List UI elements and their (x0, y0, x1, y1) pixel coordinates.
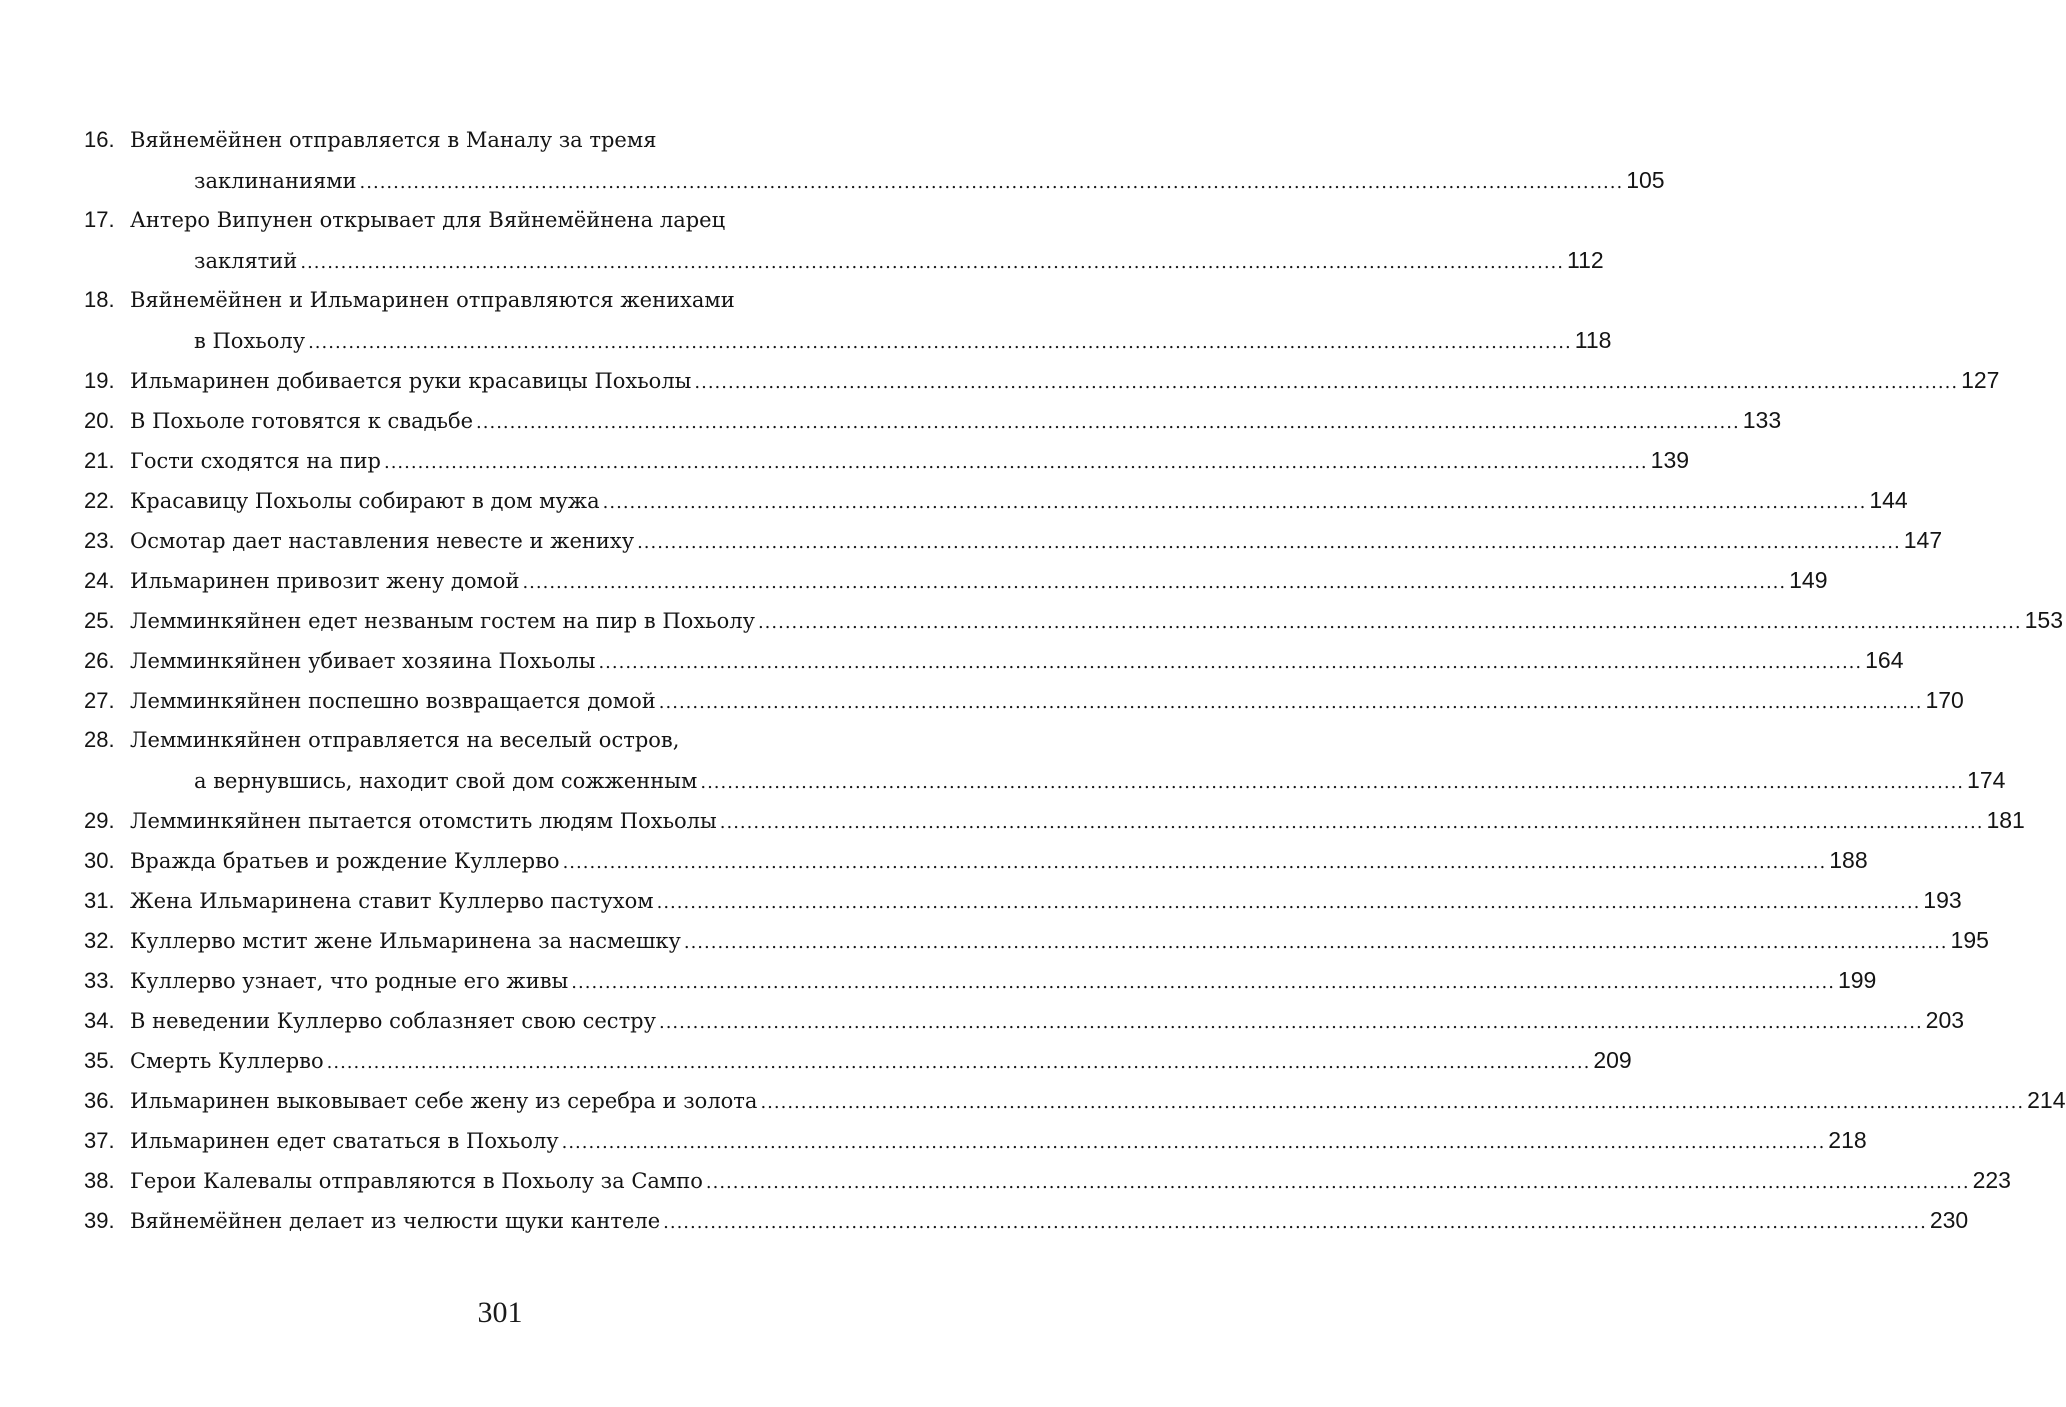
page-number: 112 (1567, 247, 1604, 273)
dot-leader (308, 323, 1572, 363)
toc-entry (84, 1040, 1632, 1080)
chapter-title: Красавицу Похьолы собирают в дом мужа (130, 489, 600, 513)
chapter-title: Куллерво мстит жене Ильмаринена за насмешку (130, 929, 681, 953)
toc-entry (84, 200, 1604, 280)
chapter-title: Жена Ильмаринена ставит Куллерво пастухом (130, 889, 654, 913)
toc-entry (84, 840, 1868, 880)
dot-leader (659, 1003, 1923, 1043)
dot-leader (706, 1163, 1970, 1203)
chapter-title: заклинаниями (194, 169, 357, 193)
page-number: 149 (1789, 567, 1828, 593)
dot-leader (758, 603, 2022, 643)
toc-entry (84, 680, 1964, 720)
page-number: 203 (1925, 1007, 1965, 1033)
dot-leader (700, 763, 1964, 803)
dot-leader (522, 563, 1786, 603)
dot-leader (663, 1203, 1927, 1243)
page-number: 118 (1574, 327, 1612, 353)
dot-leader (562, 1123, 1826, 1163)
page-number: 199 (1837, 967, 1877, 993)
toc-entry (84, 1000, 1965, 1040)
chapter-title: а вернувшись, находит свой дом сожженным (194, 769, 698, 793)
chapter-number: 23. (84, 528, 115, 553)
dot-leader (637, 523, 1901, 563)
dot-leader (598, 643, 1862, 683)
chapter-title-line1: Лемминкяйнен отправляется на веселый остров, (130, 728, 680, 752)
chapter-title: Лемминкяйнен едет незваным гостем на пир в Похьолу (130, 609, 755, 633)
dot-leader (476, 403, 1740, 443)
page-number: 223 (1972, 1167, 2011, 1193)
chapter-title: Смерть Куллерво (130, 1049, 324, 1073)
chapter-number: 28. (84, 727, 115, 752)
chapter-number: 37. (84, 1128, 115, 1153)
toc-entry (84, 800, 2025, 840)
chapter-number: 18. (84, 287, 115, 312)
toc-entry (84, 360, 2000, 400)
toc-entry (84, 1120, 1867, 1160)
chapter-title: в Похьолу (194, 329, 306, 353)
chapter-title: Ильмаринен привозит жену домой (130, 569, 520, 593)
dot-leader (659, 683, 1923, 723)
chapter-title: заклятий (194, 249, 298, 273)
page-number: 153 (2024, 607, 2063, 633)
chapter-number: 38. (84, 1168, 115, 1193)
dot-leader (684, 923, 1948, 963)
page-number: 193 (1923, 887, 1962, 913)
chapter-number: 26. (84, 648, 115, 673)
chapter-title: В Похьоле готовятся к свадьбе (130, 409, 474, 433)
page-number: 174 (1967, 767, 2006, 793)
chapter-number: 25. (84, 608, 115, 633)
toc-entry (84, 400, 1782, 440)
toc-entry (84, 1200, 1969, 1240)
toc-entry (84, 280, 1612, 360)
dot-leader (571, 963, 1835, 1003)
page-folio-number: 301 (477, 1296, 523, 1329)
page-number: 105 (1626, 167, 1665, 193)
dot-leader (760, 1083, 2024, 1123)
page-number: 170 (1925, 687, 1964, 713)
page-number: 181 (1986, 807, 2025, 833)
chapter-title: Ильмаринен едет свататься в Похьолу (130, 1129, 559, 1153)
toc-entry (84, 640, 1904, 680)
toc-entry (84, 1080, 2066, 1120)
dot-leader (384, 443, 1648, 483)
toc-entry (84, 520, 1943, 560)
chapter-title: В неведении Куллерво соблазняет свою сестру (130, 1009, 656, 1033)
chapter-number: 36. (84, 1088, 115, 1113)
toc-entry (84, 120, 1665, 200)
dot-leader (657, 883, 1921, 923)
chapter-number: 21. (84, 448, 115, 473)
dot-leader (720, 803, 1984, 843)
dot-leader (327, 1043, 1591, 1083)
toc-entry (84, 720, 2006, 800)
toc-entry (84, 960, 1877, 1000)
chapter-title: Лемминкяйнен убивает хозяина Похьолы (130, 649, 596, 673)
chapter-number: 32. (84, 928, 115, 953)
chapter-title-line1: Антеро Випунен открывает для Вяйнемёйнена ларец (130, 208, 726, 232)
table-of-contents (84, 120, 2066, 1240)
page-number: 147 (1903, 527, 1943, 553)
chapter-title: Ильмаринен добивается руки красавицы Похьолы (130, 369, 692, 393)
dot-leader (300, 243, 1564, 283)
chapter-number: 35. (84, 1048, 115, 1073)
toc-entry (84, 600, 2063, 640)
chapter-number: 39. (84, 1208, 115, 1233)
page-number: 139 (1650, 447, 1690, 473)
chapter-number: 27. (84, 688, 115, 713)
page-number: 195 (1950, 927, 1989, 953)
chapter-number: 31. (84, 888, 115, 913)
chapter-number: 22. (84, 488, 115, 513)
page-number: 209 (1593, 1047, 1632, 1073)
chapter-title: Герои Калевалы отправляются в Похьолу за Сампо (130, 1169, 703, 1193)
chapter-number: 20. (84, 408, 115, 433)
page-number: 164 (1865, 647, 1904, 673)
dot-leader (603, 483, 1867, 523)
chapter-title-line1: Вяйнемёйнен и Ильмаринен отправляются женихами (130, 288, 735, 312)
chapter-number: 16. (84, 127, 115, 152)
chapter-number: 19. (84, 368, 115, 393)
chapter-title: Вражда братьев и рождение Куллерво (130, 849, 560, 873)
chapter-number: 29. (84, 808, 115, 833)
chapter-title-line1: Вяйнемёйнен отправляется в Маналу за тремя (130, 128, 657, 152)
dot-leader (694, 363, 1958, 403)
chapter-title: Куллерво узнает, что родные его живы (130, 969, 569, 993)
chapter-title: Вяйнемёйнен делает из челюсти щуки кантеле (130, 1209, 661, 1233)
chapter-title: Ильмаринен выковывает себе жену из серебра и золота (130, 1089, 758, 1113)
chapter-number: 24. (84, 568, 115, 593)
chapter-title: Лемминкяйнен поспешно возвращается домой (130, 689, 656, 713)
dot-leader (360, 163, 1624, 203)
page-number: 188 (1829, 847, 1868, 873)
toc-entry (84, 480, 1908, 520)
toc-entry (84, 560, 1828, 600)
page-number: 218 (1828, 1127, 1867, 1153)
toc-entry (84, 880, 1962, 920)
page-number: 214 (2027, 1087, 2066, 1113)
toc-entry (84, 920, 1989, 960)
toc-entry (84, 1160, 2011, 1200)
page-number: 144 (1869, 487, 1908, 513)
chapter-number: 33. (84, 968, 115, 993)
dot-leader (563, 843, 1827, 883)
chapter-number: 30. (84, 848, 115, 873)
chapter-title: Осмотар дает наставления невесте и жениху (130, 529, 635, 553)
chapter-title: Гости сходятся на пир (130, 449, 381, 473)
chapter-title: Лемминкяйнен пытается отомстить людям Похьолы (130, 809, 717, 833)
page-number: 127 (1961, 367, 2000, 393)
toc-entry (84, 440, 1690, 480)
page-number: 133 (1742, 407, 1782, 433)
chapter-number: 17. (84, 207, 115, 232)
page-number: 230 (1929, 1207, 1969, 1233)
chapter-number: 34. (84, 1008, 115, 1033)
